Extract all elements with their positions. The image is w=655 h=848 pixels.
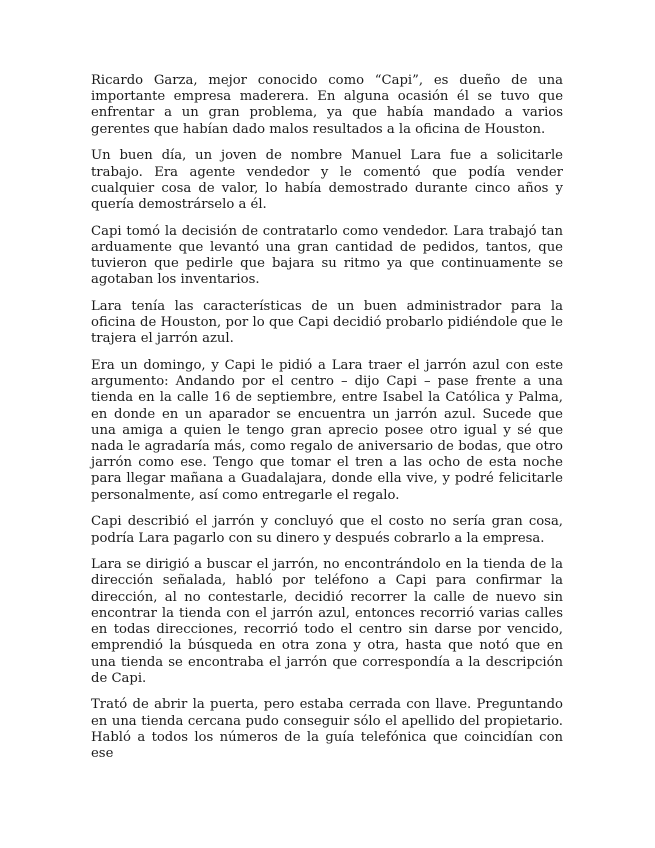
paragraph-1: Ricardo Garza, mejor conocido como “Capi”, es dueño de una importante empresa maderera. En alguna ocasión él se tuvo que enfrentar a un gran problema, ya que había mandado a varios gerentes que habían dado malos resultados a la oficina de Houston.	[91, 73, 563, 137]
paragraph-4: Lara tenía las características de un buen administrador para la oficina de Houston, por lo que Capi decidió probarlo pidiéndole que le trajera el jarrón azul.	[91, 298, 563, 347]
document-page	[91, 73, 563, 773]
paragraph-6: Capi describió el jarrón y concluyó que el costo no sería gran cosa, podría Lara pagarlo con su dinero y después cobrarlo a la empresa.	[91, 514, 563, 546]
paragraph-8: Trató de abrir la puerta, pero estaba cerrada con llave. Preguntando en una tienda cercana pudo conseguir sólo el apellido del propietario. Habló a todos los números de la guía telefónica que coincidían con ese	[91, 697, 563, 762]
paragraph-5: Era un domingo, y Capi le pidió a Lara traer el jarrón azul con este argumento: Andando por el centro – dijo Capi – pase frente a una tienda en la calle 16 de septiembre, entre Isabel la Católica y Palma, en donde en un aparador se encuentra un jarrón azul. Sucede que una amiga a quien le tengo gran aprecio posee otro igual y sé que nada le agradaría más, como regalo de aniversario de bodas, que otro jarrón como ese. Tengo que tomar el tren a las ocho de esta noche para llegar mañana a Guadalajara, donde ella vive, y podré felicitarle personalmente, así como entregarle el regalo.	[91, 358, 563, 503]
paragraph-2: Un buen día, un joven de nombre Manuel Lara fue a solicitarle trabajo. Era agente vendedor y le comentó que podía vender cualquier cosa de valor, lo había demostrado durante cinco años y quería demostrárselo a él.	[91, 148, 563, 212]
paragraph-3: Capi tomó la decisión de contratarlo como vendedor. Lara trabajó tan arduamente que levantó una gran cantidad de pedidos, tantos, que tuvieron que pedirle que bajara su ritmo ya que continuamente se agotaban los inventarios.	[91, 223, 563, 288]
paragraph-7: Lara se dirigió a buscar el jarrón, no encontrándolo en la tienda de la dirección señalada, habló por teléfono a Capi para confirmar la dirección, al no contestarle, decidió recorrer la calle de nuevo sin encontrar la tienda con el jarrón azul, entonces recorrió varias calles en todas direcciones, recorrió todo el centro sin darse por vencido, emprendió la búsqueda en otra zona y otra, hasta que notó que en una tienda se encontraba el jarrón que correspondía a la descripción de Capi.	[91, 557, 563, 686]
